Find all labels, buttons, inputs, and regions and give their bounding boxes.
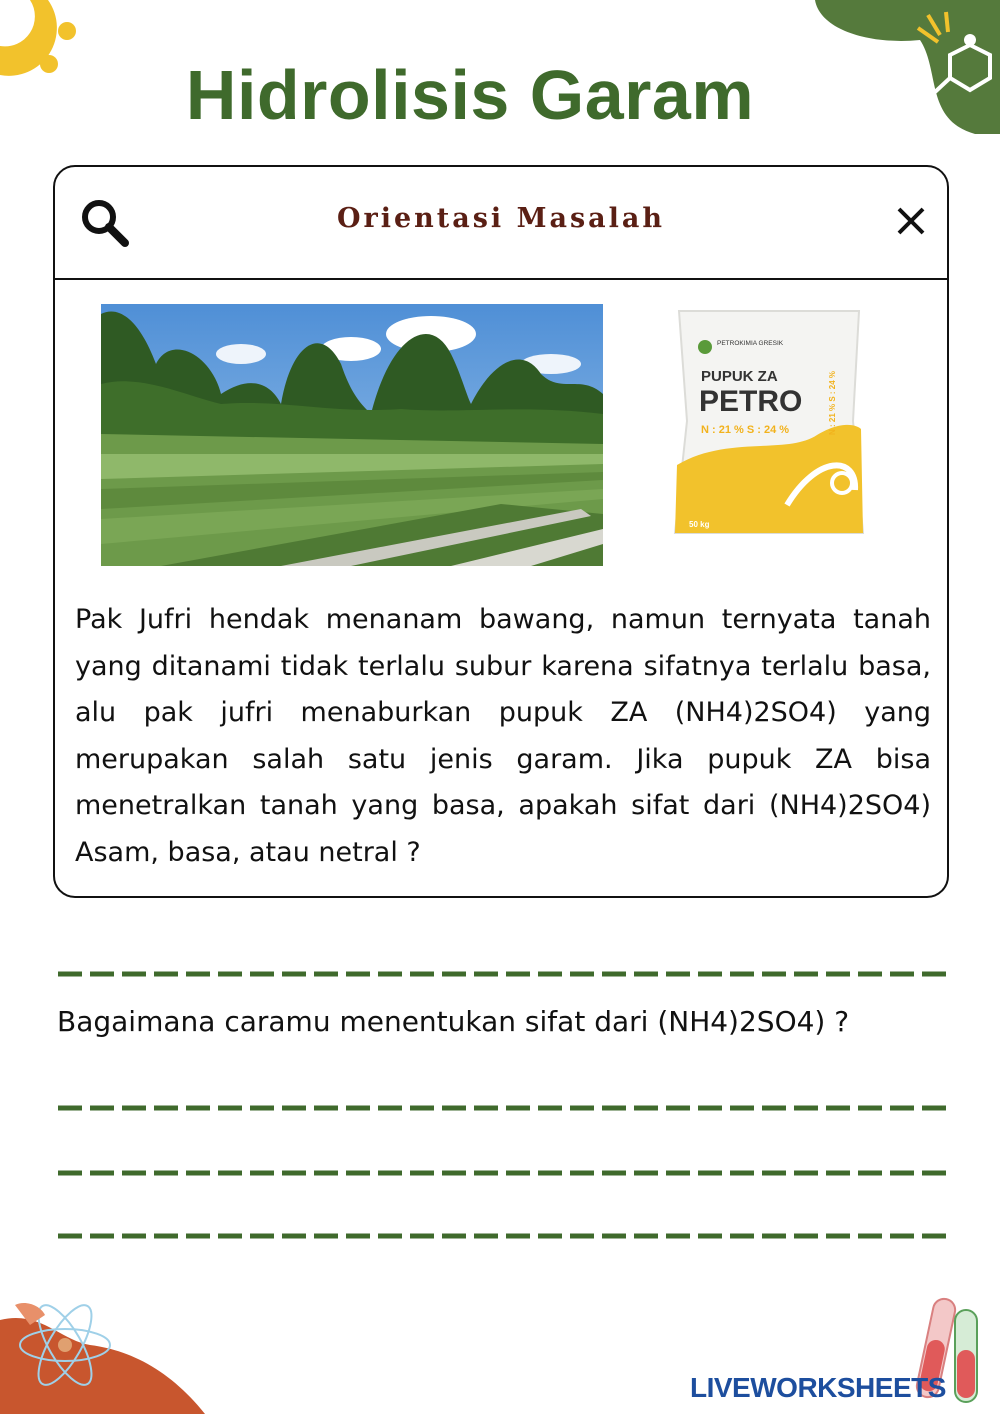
question-text: Bagaimana caramu menentukan sifat dari (NH4)2SO4) ? (57, 1005, 850, 1038)
bag-weight: 50 kg (689, 520, 710, 529)
answer-line[interactable] (58, 1232, 946, 1240)
card-title: Orientasi Masalah (336, 203, 666, 234)
onion-field-photo (101, 304, 603, 566)
bag-side-text: N : 21 % S : 24 % (828, 370, 837, 435)
atom-decoration (0, 1300, 210, 1414)
logo-text: LIVEWORKSHEETS (690, 1372, 946, 1403)
bag-name-line2: PETRO (699, 385, 803, 418)
close-icon[interactable] (895, 205, 927, 237)
card-header (55, 167, 947, 280)
liveworksheets-logo[interactable] (690, 1372, 946, 1404)
bag-brand: PETROKIMIA GRESIK (717, 340, 784, 347)
bag-name-line1: PUPUK ZA (701, 368, 778, 385)
page-title: Hidrolisis Garam (185, 56, 755, 134)
answer-line[interactable] (58, 970, 946, 978)
fertilizer-bag-image (667, 305, 872, 537)
answer-line[interactable] (58, 1104, 946, 1112)
problem-card (53, 165, 949, 898)
problem-paragraph: Pak Jufri hendak menanam bawang, namun ternyata tanah yang ditanami tidak terlalu subur karena sifatnya terlalu basa, alu pak jufri menaburkan pupuk ZA (NH4)2SO4) yang merupakan salah satu jenis garam. Jika pupuk ZA bisa menetralkan tanah yang basa, apakah sifat dari (NH4)2SO4) Asam, basa, atau netral ? (75, 604, 931, 868)
bag-nutrients: N : 21 % S : 24 % (701, 424, 790, 436)
answer-line[interactable] (58, 1169, 946, 1177)
